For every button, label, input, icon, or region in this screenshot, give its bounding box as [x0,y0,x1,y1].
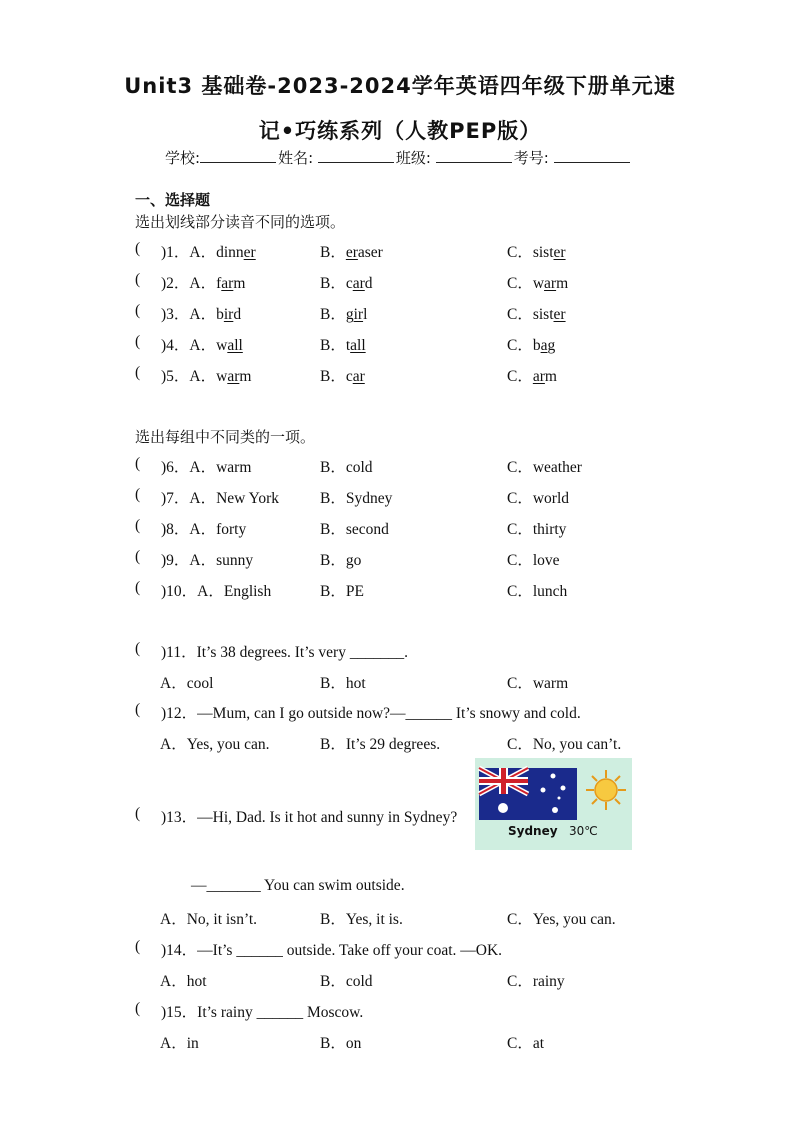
question-stem: )11．It’s 38 degrees. It’s very _______. [161,644,408,661]
question-3: ( )3．A．bird B．girl C．sister [135,302,566,323]
question-13 [135,805,475,827]
option-c: C．Yes, you can. [507,911,616,928]
question-stem: )13．—Hi, Dad. Is it hot and sunny in Sydney? [161,809,458,826]
class-blank[interactable] [436,148,512,163]
answer-paren[interactable]: ( [135,548,141,565]
doc-title-line1: Unit3 基础卷-2023-2024学年英语四年级下册单元速 [124,74,676,98]
question-number: )3．A． [161,306,217,323]
instruction-category: 选出每组中不同类的一项。 [135,428,316,446]
doc-title-line2: 记•巧练系列（人教PEP版） [258,119,542,143]
question-15 [135,1000,695,1022]
question-4: ( )4．A．wall B．tall C．bag [135,333,556,354]
option-c-text: C．sist [507,244,554,261]
question-14-options [160,969,700,991]
option-c: C．thirty [507,521,567,538]
answer-paren[interactable]: ( [135,486,141,503]
school-label: 学校: [165,149,201,167]
question-13-reply [191,877,751,899]
option-c: C．No, you can’t. [507,736,622,753]
option-a: A．Yes, you can. [160,736,270,753]
question-14 [135,938,695,960]
option-b: B．cold [320,973,373,990]
option-b-label: B． [320,244,346,261]
name-blank[interactable] [318,148,394,163]
question-12-options [160,732,700,754]
answer-paren[interactable]: ( [135,579,141,596]
answer-paren[interactable]: ( [135,517,141,534]
question-11-options [160,671,700,693]
option-a: A．hot [160,973,207,990]
option-b: B．PE [320,583,364,600]
option-c: C．weather [507,459,582,476]
answer-paren[interactable]: ( [135,240,141,257]
option-c: C．love [507,552,560,569]
question-5: ( )5．A．warm B．car C．arm [135,364,557,385]
question-9 [135,548,695,570]
option-b: B．go [320,552,362,569]
question-15-options [160,1031,700,1053]
question-12 [135,701,695,723]
answer-paren[interactable]: ( [135,333,141,350]
question-6 [135,455,695,477]
school-blank[interactable] [200,148,276,163]
picture-temperature-label: 30℃ [569,824,598,838]
picture-city-label: Sydney [508,824,558,838]
answer-paren[interactable]: ( [135,364,141,381]
question-13-options [160,907,700,929]
answer-paren[interactable]: ( [135,805,141,822]
option-a: )8．A．forty [161,521,247,538]
option-a: )7．A．New York [161,490,279,507]
option-a-underline: er [243,244,256,261]
question-stem: )14．—It’s ______ outside. Take off your coat. —OK. [161,942,503,959]
question-11 [135,640,695,662]
question-number: )4．A． [161,337,217,354]
answer-paren[interactable]: ( [135,455,141,472]
student-info [165,147,632,168]
option-b: B．hot [320,675,366,692]
option-a: )9．A．sunny [161,552,254,569]
answer-paren[interactable]: ( [135,1000,141,1017]
answer-paren[interactable]: ( [135,938,141,955]
number-label: 考号: [513,149,549,167]
option-b: B．Yes, it is. [320,911,403,928]
option-c: C．at [507,1035,545,1052]
question-number: )1．A． [161,244,217,261]
option-c: C．rainy [507,973,565,990]
option-b: B．It’s 29 degrees. [320,736,441,753]
question-1 [135,240,695,262]
name-label: 姓名: [278,149,314,167]
question-2: ( )2．A．farm B．card C．warm [135,271,569,292]
section-heading: 一、选择题 [135,191,211,209]
option-b-rest: aser [357,244,383,261]
question-stem: )12．—Mum, can I go outside now?—______ It’s snowy and cold. [161,705,581,722]
option-c: C．world [507,490,570,507]
class-label: 班级: [395,149,431,167]
question-stem-reply: —_______ You can swim outside. [191,877,405,894]
question-number: )5．A． [161,368,217,385]
option-b: B．cold [320,459,373,476]
option-b-underline: er [345,244,358,261]
option-a-text: dinn [216,244,244,261]
option-b: B．second [320,521,389,538]
option-a: )10．A．English [161,583,272,600]
option-c-underline: er [553,244,566,261]
question-7 [135,486,695,508]
option-a: A．No, it isn’t. [160,911,258,928]
sun-icon [586,770,626,810]
question-10 [135,579,695,601]
instruction-pronunciation: 选出划线部分读音不同的选项。 [135,213,346,231]
question-number: )2．A． [161,275,217,292]
number-blank[interactable] [554,148,630,163]
option-c: C．warm [507,675,569,692]
option-c: C．lunch [507,583,568,600]
question-8 [135,517,695,539]
sydney-weather-picture [475,758,632,850]
answer-paren[interactable]: ( [135,271,141,288]
question-stem: )15．It’s rainy ______ Moscow. [161,1004,364,1021]
option-b: B．Sydney [320,490,393,507]
answer-paren[interactable]: ( [135,640,141,657]
option-a: A．cool [160,675,214,692]
option-a: )6．A．warm [161,459,252,476]
option-b: B．on [320,1035,362,1052]
answer-paren[interactable]: ( [135,701,141,718]
answer-paren[interactable]: ( [135,302,141,319]
option-a: A．in [160,1035,199,1052]
